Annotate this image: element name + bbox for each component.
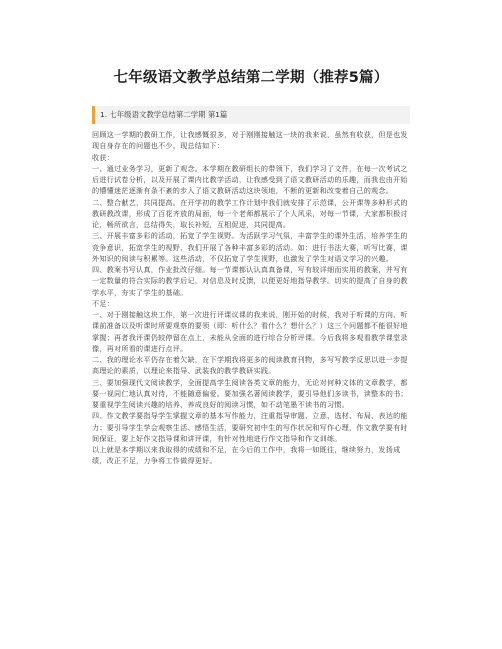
- paragraph: 四、作文教学要指导学生掌握文章的基本写作能力，注重指导审题、立意、选材、布局、表达的能力；要引导学生学会观察生活、感悟生活，要研究初中生的写作状况和写作心理，作文教学要有时间保证，要上好作文指导课和讲评课，有针对性地进行作文指导和作文训练。: [92, 411, 408, 443]
- paragraph: 二、整合献艺，共同提高。在开学初的教学工作计划中我们就安排了示范课，公开课等多种形式的教研教改课，形成了百花齐放的局面，每一个老师都展示了个人风采，对每一节课，大家都积极讨论，畅所欲言，总结得失，取长补短，互相促进，共同提高。: [92, 197, 408, 229]
- paragraph: 二、我的理论水平仍存在着欠缺，在下学期我将更多的阅读教育刊物，多写写教学反思以进一步提高理论的素质，以理论来指导、武装我的教学教研实践。: [92, 355, 408, 376]
- document-title: 七年级语文教学总结第二学期（推荐5篇）: [113, 70, 389, 86]
- paragraph: 回顾这一学期的教研工作，让我感慨很多，对于刚刚接触这一块的我来说，虽然有收获，但是也发现自身存在的问题也不少。现总结如下：: [92, 130, 408, 151]
- paragraph: 三、开展丰富多彩的活动，拓宽了学生视野。为活跃学习气氛，丰富学生的课外生活，培养学生的竞争意识，拓宽学生的视野，我们开展了各种丰富多彩的活动。如：进行书法大赛，听写比赛，课外知识的阅读与积累等。这些活动，不仅拓宽了学生视野，也激发了学生对语文学习的兴趣。: [92, 231, 408, 263]
- paragraph: 不足：: [92, 298, 115, 308]
- paragraph: 以上就是本学期以来我取得的成绩和不足，在今后的工作中，我将一如既往，继续努力，发扬成绩，改正不足，力争将工作做得更好。: [92, 445, 401, 466]
- paragraph: 收获：: [92, 152, 115, 162]
- paragraph: 四、教案书写认真，作业批改仔细。每一节课都认认真真备课，写有较详细而实用的教案，并写有一定数量的符合实际的教学后记，对信息及时反馈，以便更好地指导教学。切实的提高了自身的教学水平，夯实了学生的基础。: [92, 265, 408, 297]
- section-heading: 1. 七年级语文教学总结第二学期 第1篇: [92, 106, 410, 124]
- paragraph: 三、要加强现代文阅读教学，全面提高学生阅读各类文章的能力，无论对何种文体的文章教学，都要一视同仁地认真对待，不能随意偏爱。要加强名著阅读教学，要引导他们多读书，读整本的书；要重视学生阅读兴趣的培养，养成良好的阅读习惯，如不动笔墨不读书的习惯。: [92, 377, 408, 409]
- paragraph: 一、对于刚接触这块工作，第一次进行评课议课的我来说，刚开始的时候，我对于听课的方向、听课前准备以及听课时所要观察的要领（即：听什么？看什么？想什么？）这三个问题都不能很好地掌握；再者我评课仍较停留在点上，未能从全面的进行综合分析评课。今后我将多观看教学课堂录像，再对所看的课进行点评。: [92, 310, 408, 353]
- paragraph: 一、通过业务学习，更新了观念。本学期在教研组长的带领下，我们学习了文件，在每一次考试之后进行试卷分析，以及开展了课内比教学活动，让我感受到了语文教研活动的乐趣，而我也由开始的懵懂迷茫逐渐有条不紊的步入了语文教研活动这块领地，不断的更新和改变着自己的观念。: [92, 163, 408, 196]
- document-body: [92, 129, 410, 467]
